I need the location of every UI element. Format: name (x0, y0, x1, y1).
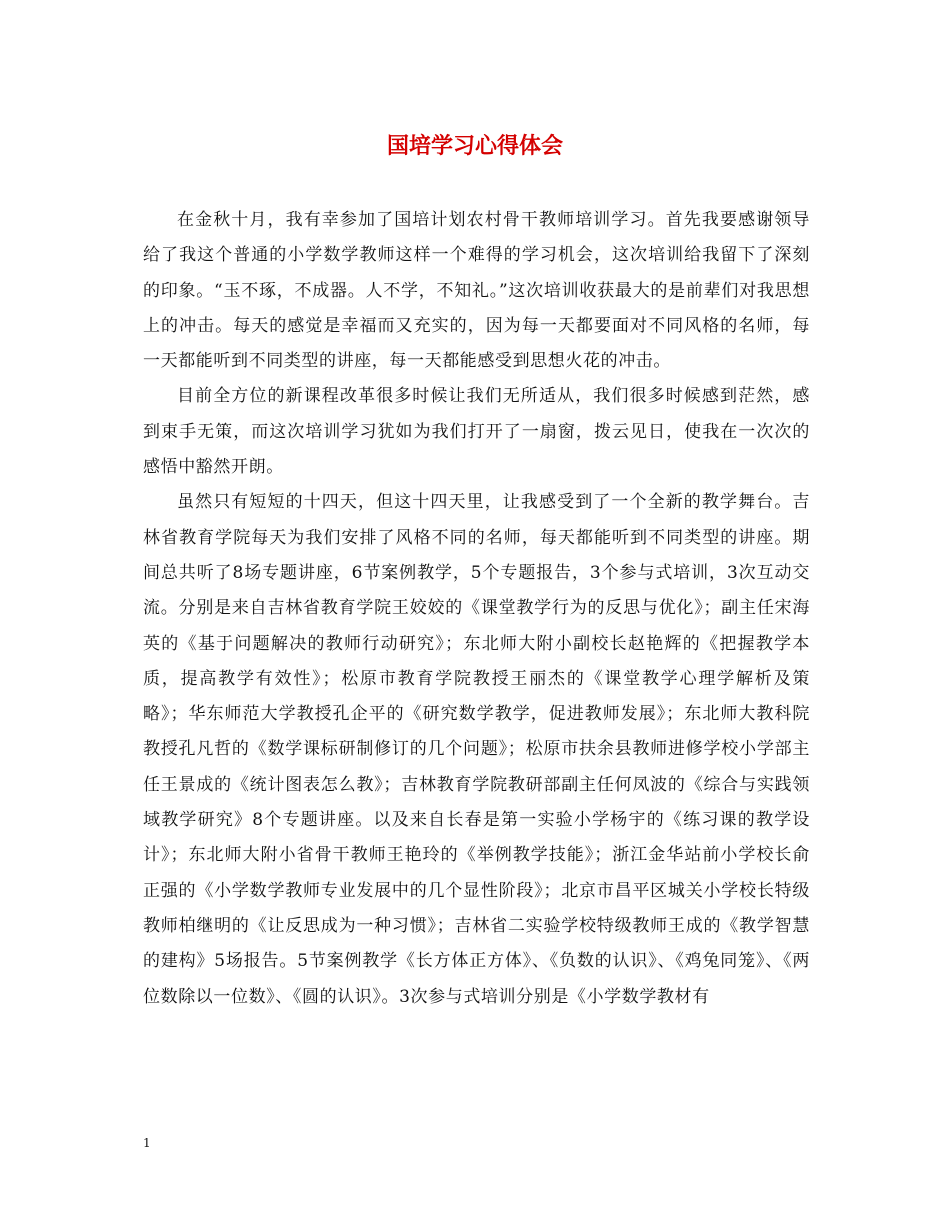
paragraph-3: 虽然只有短短的十四天，但这十四天里，让我感受到了一个全新的教学舞台。吉林省教育学院每天为我们安排了风格不同的名师，每天都能听到不同类型的讲座。期间总共听了8场专题讲座，6节案例教学，5个专题报告，3个参与式培训，3次互动交流。分别是来自吉林省教育学院王姣姣的《课堂教学行为的反思与优化》；副主任宋海英的《基于问题解决的教师行动研究》；东北师大附小副校长赵艳辉的《把握教学本质，提高教学有效性》；松原市教育学院教授王丽杰的《课堂教学心理学解析及策略》；华东师范大学教授孔企平的《研究数学教学，促进教师发展》；东北师大教科院教授孔凡哲的《数学课标研制修订的几个问题》；松原市扶余县教师进修学校小学部主任王景成的《统计图表怎么教》；吉林教育学院教研部副主任何凤波的《综合与实践领域教学研究》8个专题讲座。以及来自长春是第一实验小学杨宇的《练习课的教学设计》；东北师大附小省骨干教师王艳玲的《举例教学技能》；浙江金华站前小学校长俞正强的《小学数学教师专业发展中的几个显性阶段》；北京市昌平区城关小学校长特级教师柏继明的《让反思成为一种习惯》；吉林省二实验学校特级教师王成的《教学智慧的建构》5场报告。5节案例教学《长方体正方体》、《负数的认识》、《鸡兔同笼》、《两位数除以一位数》、《圆的认识》。3次参与式培训分别是《小学数学教材有 (143, 492, 810, 1007)
paragraph-1: 在金秋十月，我有幸参加了国培计划农村骨干教师培训学习。首先我要感谢领导给了我这个普通的小学数学教师这样一个难得的学习机会，这次培训给我留下了深刻的印象。“玉不琢，不成器。人不学，不知礼。”这次培训收获最大的是前辈们对我思想上的冲击。每天的感觉是幸福而又充实的，因为每一天都要面对不同风格的名师，每一天都能听到不同类型的讲座，每一天都能感受到思想火花的冲击。 (143, 210, 810, 372)
paragraph-2: 目前全方位的新课程改革很多时候让我们无所适从，我们很多时候感到茫然，感到束手无策，而这次培训学习犹如为我们打开了一扇窗，拨云见日，使我在一次次的感悟中豁然开朗。 (143, 386, 810, 478)
document-body (143, 203, 810, 1015)
document-title: 国培学习心得体会 (386, 133, 563, 159)
page-number: 1 (143, 1136, 151, 1150)
